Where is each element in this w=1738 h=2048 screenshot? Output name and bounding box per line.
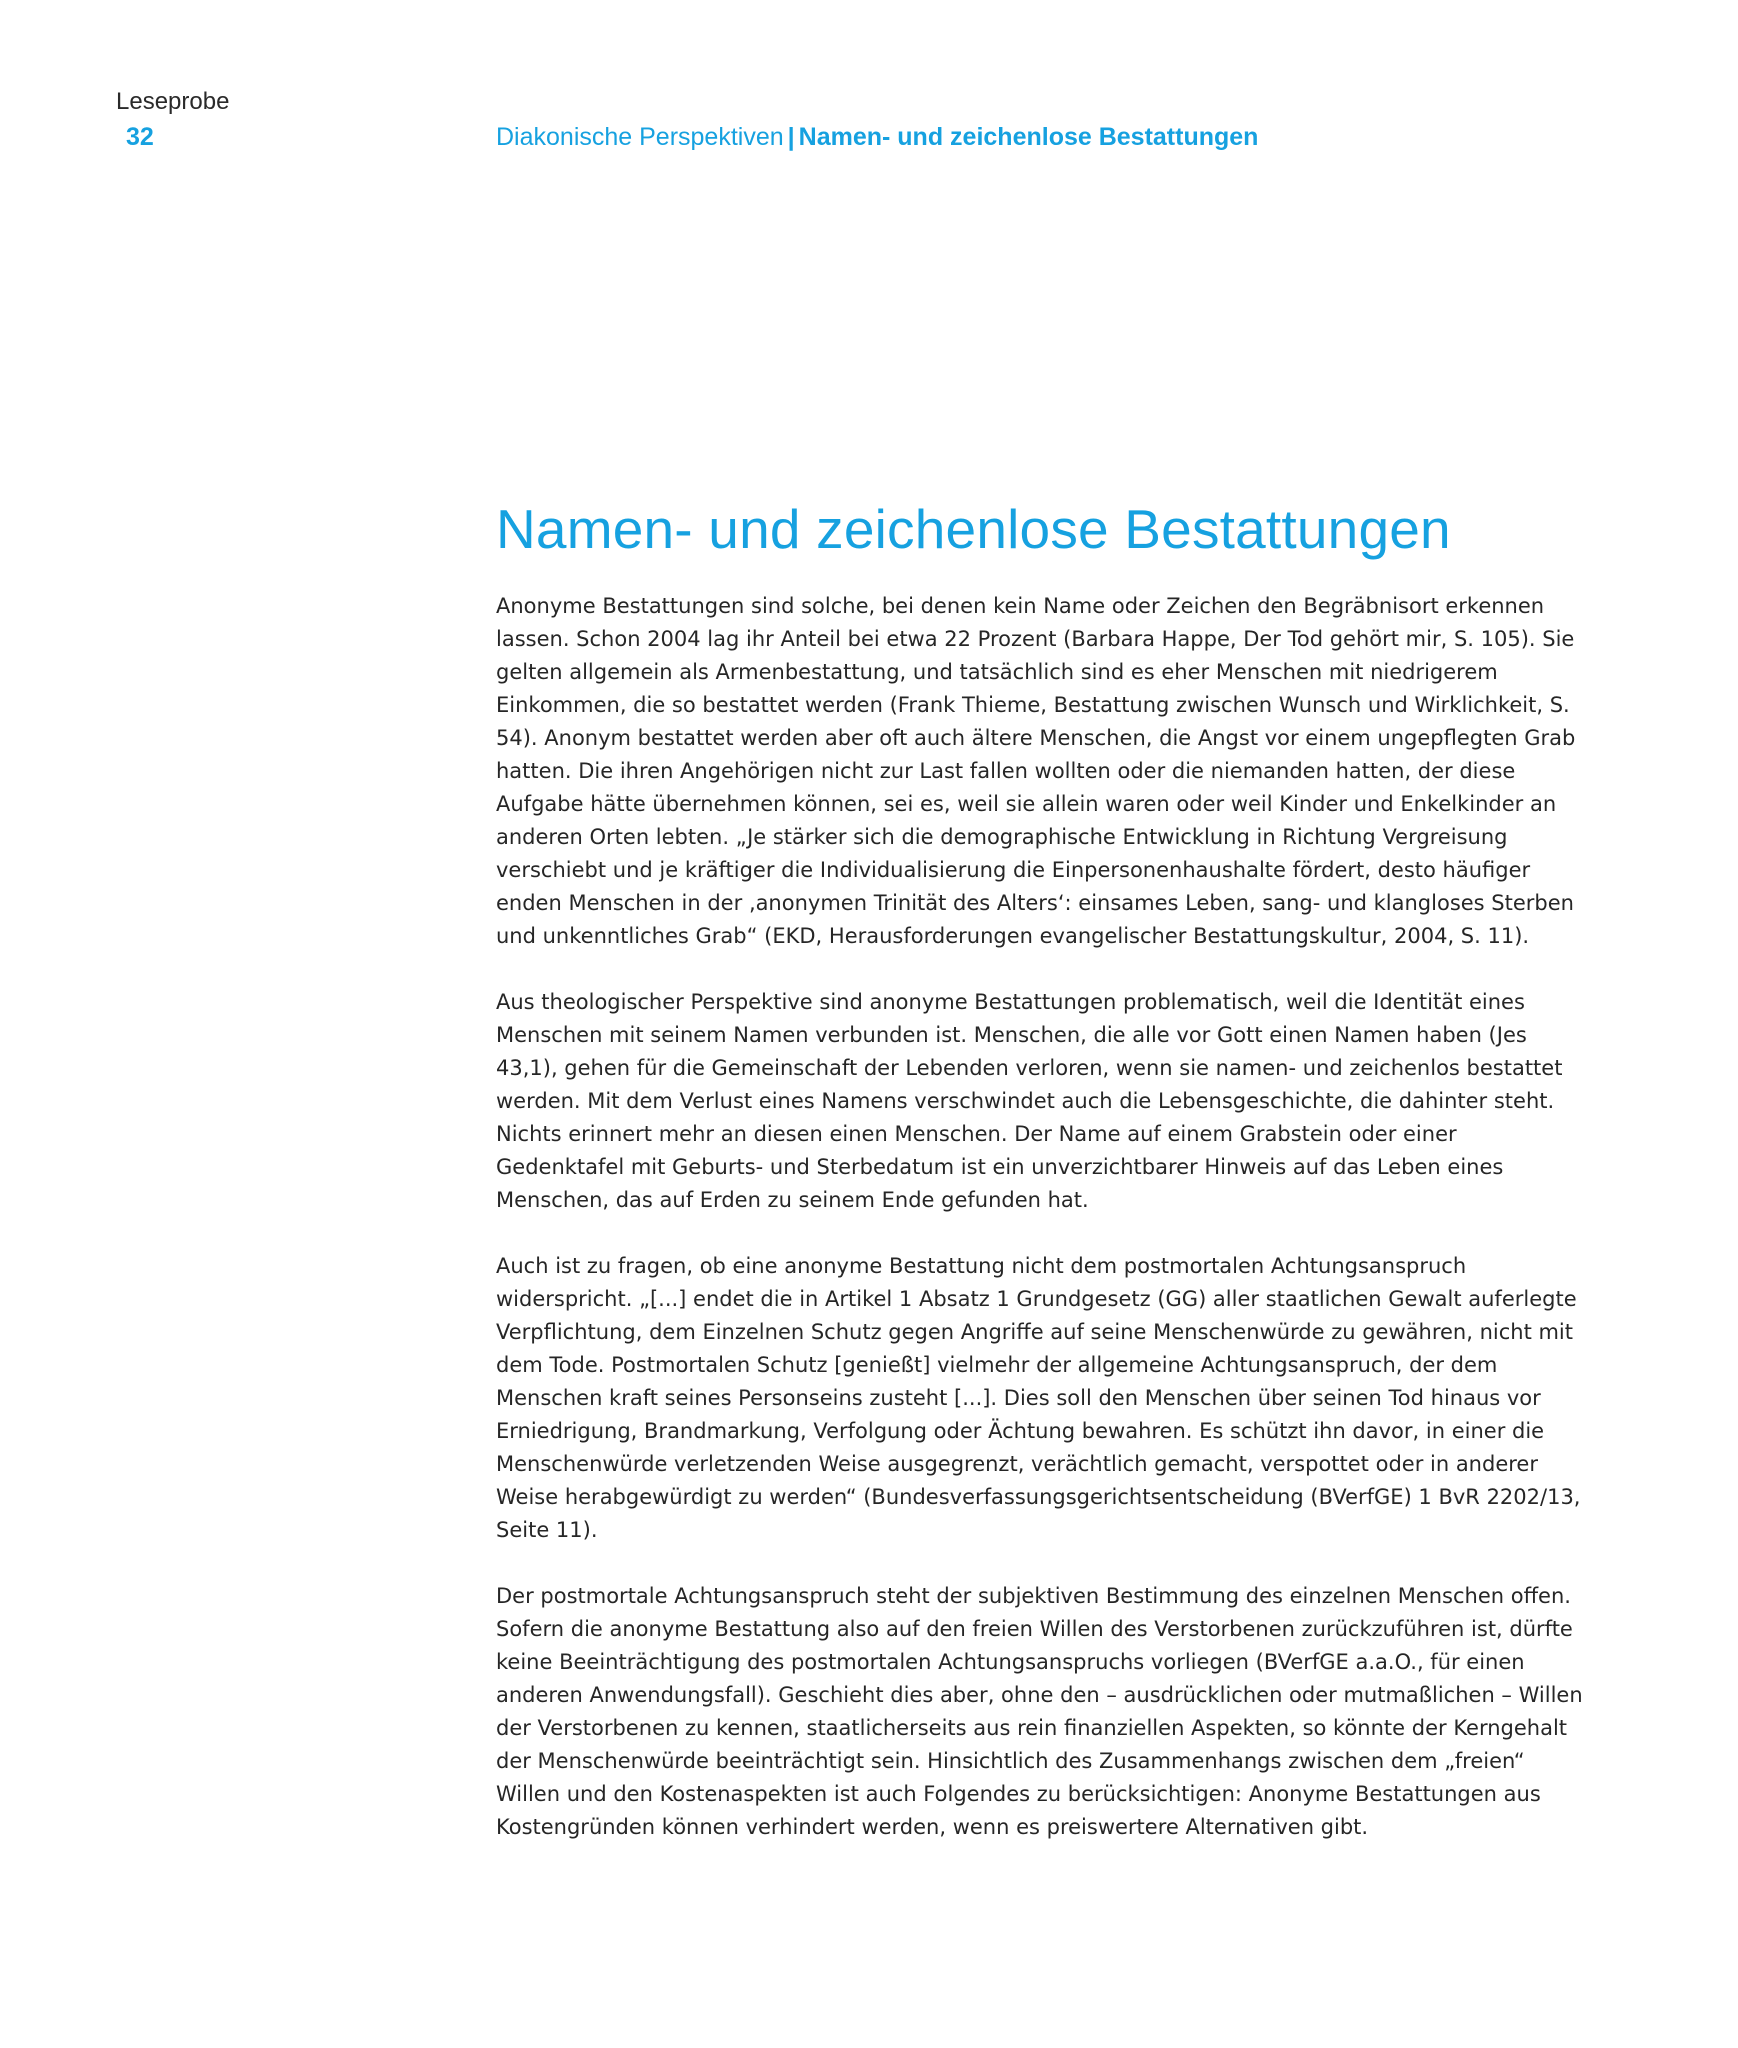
- header-chapter: Namen- und zeichenlose Bestattungen: [798, 123, 1259, 151]
- header-separator: |: [787, 123, 795, 151]
- paragraph: Aus theologischer Perspektive sind anonyme Bestattungen problematisch, weil die Identität eines Menschen mit seinem Namen verbunden ist. Menschen, die alle vor Gott einen Namen haben (Jes 43,1), gehen für die Gemeinschaft der Lebenden verloren, wenn sie namen- und zeichenlos bestattet werden. Mit dem Verlust eines Namens verschwindet auch die Lebensgeschichte, die dahinter steht. Nichts erinnert mehr an diesen einen Menschen. Der Name auf einem Grabstein oder einer Gedenktafel mit Geburts- und Sterbedatum ist ein unverzichtbarer Hinweis auf das Leben eines Menschen, das auf Erden zu seinem Ende gefunden hat.: [496, 990, 1563, 1212]
- paragraph: Anonyme Bestattungen sind solche, bei denen kein Name oder Zeichen den Begräbnisort erkennen lassen. Schon 2004 lag ihr Anteil bei etwa 22 Prozent (Barbara Happe, Der Tod gehört mir, S. 105). Sie gelten allgemein als Armenbestattung, und tatsächlich sind es eher Menschen mit niedrigerem Einkommen, die so bestattet werden (Frank Thieme, Bestattung zwischen Wunsch und Wirklichkeit, S. 54). Anonym bestattet werden aber oft auch ältere Menschen, die Angst vor einem ungepflegten Grab hatten. Die ihren Angehörigen nicht zur Last fallen wollten oder die niemanden hatten, der diese Aufgabe hätte übernehmen können, sei es, weil sie allein waren oder weil Kinder und Enkelkinder an anderen Orten lebten. „Je stärker sich die demographische Entwicklung in Richtung Vergreisung verschiebt und je kräftiger die Individualisierung die Einpersonenhaushalte fördert, desto häufiger enden Menschen in der ‚anonymen Trinität des Alters‘: einsames Leben, sang- und klangloses Sterben und unkenntliches Grab“ (EKD, Herausforderungen evangelischer Bestattungskultur, 2004, S. 11).: [496, 594, 1576, 948]
- article-title: Namen- und zeichenlose Bestattungen: [496, 498, 1451, 560]
- article: [496, 494, 1586, 1877]
- running-header: [496, 123, 1258, 152]
- page-number: 32: [126, 123, 154, 151]
- header-section: Diakonische Perspektiven: [496, 123, 784, 151]
- leseprobe-label: Leseprobe: [116, 88, 230, 115]
- paragraph: Der postmortale Achtungsanspruch steht der subjektiven Bestimmung des einzelnen Menschen offen. Sofern die anonyme Bestattung also auf den freien Willen des Verstorbenen zurückzuführen ist, dürfte keine Beeinträchtigung des postmortalen Achtungsanspruchs vorliegen (BVerfGE a.a.O., für einen anderen Anwendungsfall). Geschieht dies aber, ohne den – ausdrücklichen oder mutmaßlichen – Willen der Verstorbenen zu kennen, staatlicherseits aus rein finanziellen Aspekten, so könnte der Kerngehalt der Menschenwürde beeinträchtigt sein. Hinsichtlich des Zusammenhangs zwischen dem „freien“ Willen und den Kostenaspekten ist auch Folgendes zu berücksichtigen: Anonyme Bestattungen aus Kostengründen können verhindert werden, wenn es preiswertere Alternativen gibt.: [496, 1584, 1583, 1839]
- paragraph: Auch ist zu fragen, ob eine anonyme Bestattung nicht dem postmortalen Achtungsanspruch widerspricht. „[...] endet die in Artikel 1 Absatz 1 Grundgesetz (GG) aller staatlichen Gewalt auferlegte Verpflichtung, dem Einzelnen Schutz gegen Angriffe auf seine Menschenwürde zu gewähren, nicht mit dem Tode. Postmortalen Schutz [genießt] vielmehr der allgemeine Achtungsanspruch, der dem Menschen kraft seines Personseins zusteht [...]. Dies soll den Menschen über seinen Tod hinaus vor Erniedrigung, Brandmarkung, Verfolgung oder Ächtung bewahren. Es schützt ihn davor, in einer die Menschenwürde verletzenden Weise ausgegrenzt, verächtlich gemacht, verspottet oder in anderer Weise herabgewürdigt zu werden“ (Bundesverfassungsgerichtsentscheidung (BVerfGE) 1 BvR 2202/13, Seite 11).: [496, 1254, 1581, 1542]
